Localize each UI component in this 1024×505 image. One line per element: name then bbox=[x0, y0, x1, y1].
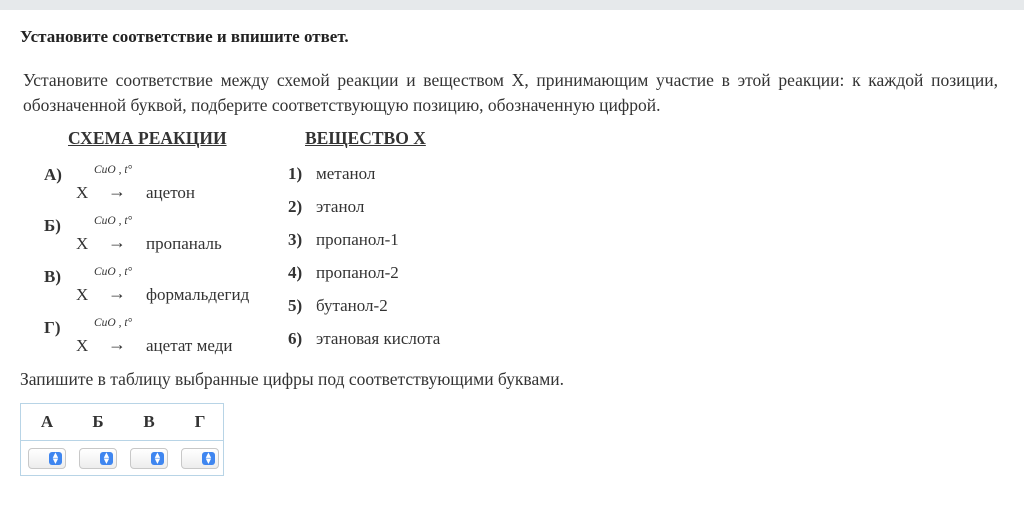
option-item-1 bbox=[288, 164, 375, 184]
chevron-updown-icon: ▲ ▼ bbox=[49, 452, 62, 465]
scheme-letter: В) bbox=[44, 267, 61, 286]
answer-select-a[interactable] bbox=[28, 448, 66, 469]
answer-select-g[interactable] bbox=[181, 448, 219, 469]
option-text: метанол bbox=[316, 164, 376, 183]
answer-header-a: А bbox=[40, 412, 54, 431]
option-text: этановая кислота bbox=[316, 329, 441, 348]
scheme-item-a bbox=[44, 164, 274, 210]
option-item-4 bbox=[288, 263, 399, 283]
answer-table-header-row bbox=[21, 404, 223, 441]
option-number: 2) bbox=[288, 197, 303, 216]
reaction-product: ацетон bbox=[146, 183, 195, 202]
substance-column-header: ВЕЩЕСТВО X bbox=[305, 128, 426, 148]
answer-header-b: Б bbox=[92, 412, 104, 431]
option-text: пропанол-2 bbox=[316, 263, 399, 282]
scheme-item-v bbox=[44, 266, 274, 312]
option-item-5 bbox=[288, 296, 388, 316]
reaction-product: пропаналь bbox=[146, 234, 222, 253]
reactant-x: X bbox=[76, 183, 89, 202]
option-number: 4) bbox=[288, 263, 303, 282]
reactant-x: X bbox=[76, 234, 89, 253]
reactant-x: X bbox=[76, 285, 89, 304]
reaction-conditions: CuO , t° bbox=[94, 266, 133, 278]
reaction-arrow-icon: → bbox=[108, 334, 126, 354]
reaction-arrow-icon: → bbox=[108, 283, 126, 303]
option-text: пропанол-1 bbox=[316, 230, 399, 249]
chevron-updown-icon: ▲ ▼ bbox=[151, 452, 164, 465]
chevron-updown-icon: ▲ ▼ bbox=[202, 452, 215, 465]
option-item-2 bbox=[288, 197, 364, 217]
reaction-arrow-icon: → bbox=[108, 181, 126, 201]
option-number: 3) bbox=[288, 230, 303, 249]
reaction-product: формальдегид bbox=[146, 285, 250, 304]
scheme-column-header: СХЕМА РЕАКЦИИ bbox=[68, 128, 227, 148]
scheme-item-b bbox=[44, 215, 274, 261]
option-number: 6) bbox=[288, 329, 303, 348]
scheme-letter: А) bbox=[44, 165, 62, 184]
option-text: этанол bbox=[316, 197, 365, 216]
scheme-item-g bbox=[44, 317, 274, 363]
reaction-arrow-icon: → bbox=[108, 232, 126, 252]
answer-header-v: В bbox=[143, 412, 155, 431]
answer-table-caption: Запишите в таблицу выбранные цифры под соответствующими буквами. bbox=[20, 369, 565, 389]
answer-select-b[interactable] bbox=[79, 448, 117, 469]
option-item-3 bbox=[288, 230, 399, 250]
reaction-conditions: CuO , t° bbox=[94, 164, 133, 176]
option-number: 5) bbox=[288, 296, 303, 315]
option-number: 1) bbox=[288, 164, 303, 183]
option-text: бутанол-2 bbox=[316, 296, 388, 315]
answer-header-g: Г bbox=[194, 412, 206, 431]
reaction-conditions: CuO , t° bbox=[94, 317, 133, 329]
top-bar bbox=[0, 0, 1024, 10]
scheme-letter: Б) bbox=[44, 216, 61, 235]
option-item-6 bbox=[288, 329, 440, 349]
task-heading: Установите соответствие и впишите ответ. bbox=[20, 27, 349, 46]
answer-table bbox=[20, 403, 224, 476]
reactant-x: X bbox=[76, 336, 89, 355]
task-instruction: Установите соответствие между схемой реакции и веществом X, принимающим участие в этой реакции: к каждой позиции, обозначенной буквой, подберите соответствующую позицию, обозначенную цифрой. bbox=[23, 70, 998, 115]
reaction-conditions: CuO , t° bbox=[94, 215, 133, 227]
answer-select-v[interactable] bbox=[130, 448, 168, 469]
scheme-letter: Г) bbox=[44, 318, 61, 337]
chevron-updown-icon: ▲ ▼ bbox=[100, 452, 113, 465]
reaction-product: ацетат меди bbox=[146, 336, 233, 355]
